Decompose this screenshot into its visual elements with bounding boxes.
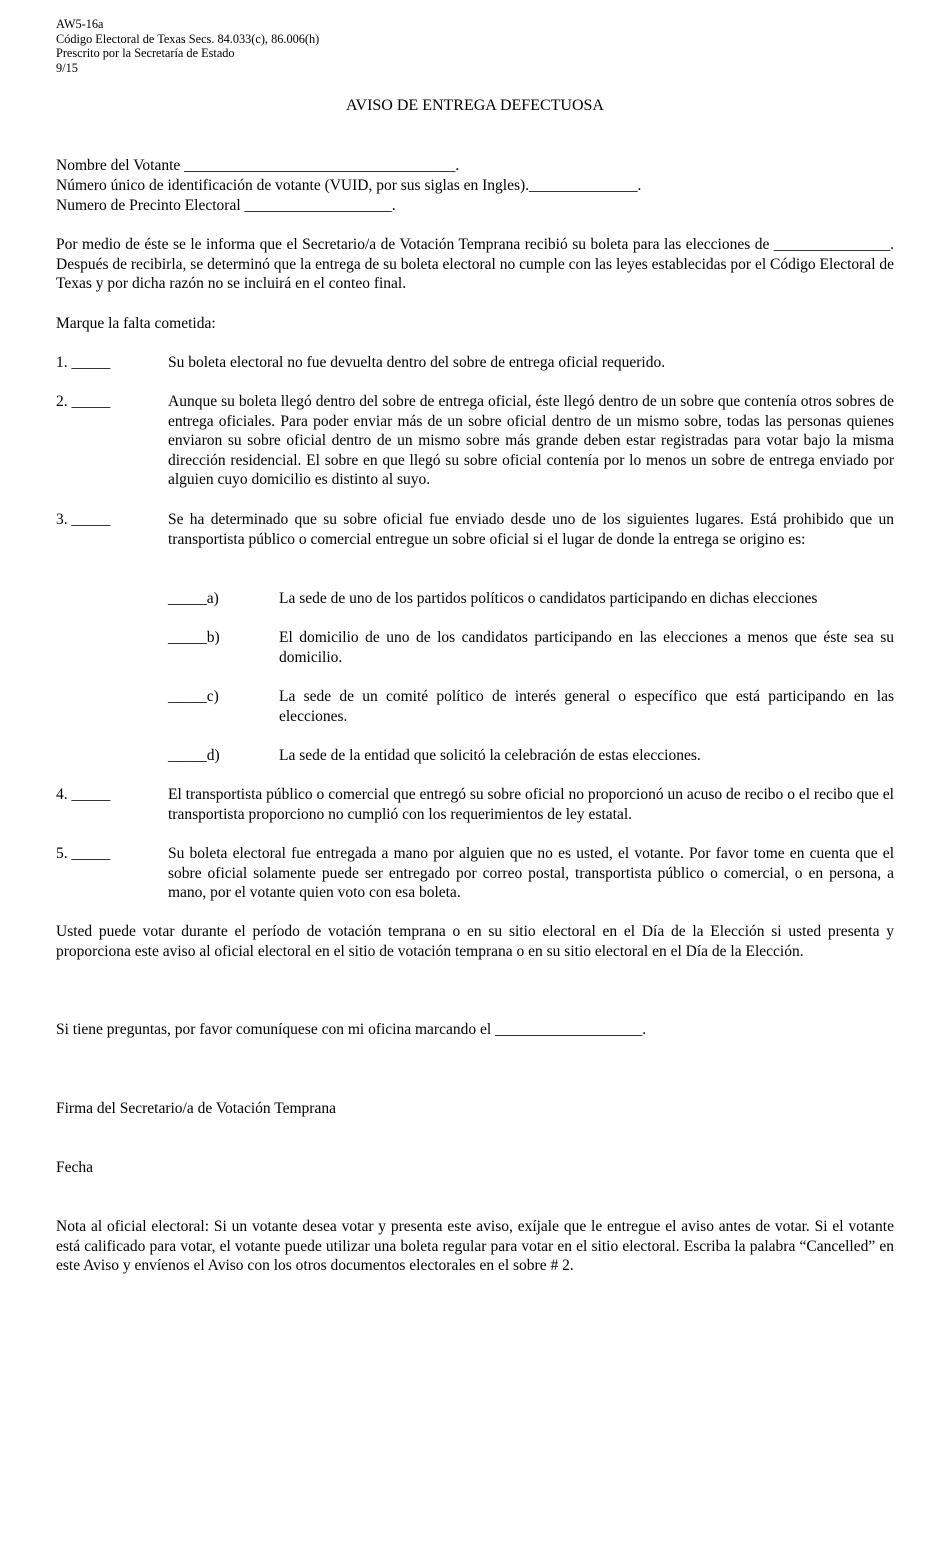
subitem-a-label: _____a) xyxy=(168,590,219,607)
subitem-c-label: _____c) xyxy=(168,688,219,705)
item-5-number: 5. _____ xyxy=(56,845,111,862)
signature-label: Firma del Secretario/a de Votación Temprana xyxy=(56,1100,336,1117)
intro-paragraph: Por medio de éste se le informa que el Secretario/a de Votación Temprana recibió su boleta para las elecciones de _______________. Después de recibirla, se determinó que la entrega de su boleta electoral no cumple con las leyes establecidas por el Código Electoral de Texas y por dicha razón no se incluirá en el conteo final. xyxy=(56,236,894,293)
item-3-text: Se ha determinado que su sobre oficial fue enviado desde uno de los siguientes lugares. Está prohibido que un transportista público o comercial entregue un sobre oficial si el lugar de donde la entrega se origino es: xyxy=(168,511,894,548)
instruction-text: Marque la falta cometida: xyxy=(56,315,216,332)
voter-name-field: Nombre del Votante ___________________________________. xyxy=(56,157,460,174)
subitem-b-text: El domicilio de uno de los candidatos participando en las elecciones a menos que éste sea su domicilio. xyxy=(279,629,894,666)
subitem-d-label: _____d) xyxy=(168,747,220,764)
code-reference: Código Electoral de Texas Secs. 84.033(c), 86.006(h) xyxy=(56,31,320,46)
item-4-text: El transportista público o comercial que entregó su sobre oficial no proporcionó un acuso de recibo o el recibo que el transportista proporciono no cumplió con los requerimientos de ley estatal. xyxy=(168,786,894,823)
item-3-number: 3. _____ xyxy=(56,511,111,528)
form-date: 9/15 xyxy=(56,60,78,75)
subitem-b-label: _____b) xyxy=(168,629,220,646)
contact-line: Si tiene preguntas, por favor comuníquese con mi oficina marcando el ___________________. xyxy=(56,1021,647,1038)
item-4-number: 4. _____ xyxy=(56,786,111,803)
form-id: AW5-16a xyxy=(56,17,104,31)
item-2-text: Aunque su boleta llegó dentro del sobre de entrega oficial, éste llegó dentro de un sobre que contenía otros sobres de entrega oficiales. Para poder enviar más de un sobre oficial dentro de un mismo sobre, todas las personas quienes enviaron su sobre oficial dentro de un mismo sobre más grande deben estar registradas para votar bajo la misma dirección residencial. El sobre en que llegó su sobre oficial contenía por lo menos un sobre de entrega enviado por alguien cuyo domicilio es distinto al suyo. xyxy=(168,393,894,489)
voting-note-paragraph: Usted puede votar durante el período de votación temprana o en su sitio electoral en el Día de la Elección si usted presenta y proporciona este aviso al oficial electoral en el sitio de votación temprana o en su sitio electoral en el Día de la Elección. xyxy=(56,923,894,960)
item-1-text: Su boleta electoral no fue devuelta dentro del sobre de entrega oficial requerido. xyxy=(168,354,666,371)
prescribed-by: Prescrito por la Secretaría de Estado xyxy=(56,46,235,60)
date-label: Fecha xyxy=(56,1159,94,1176)
subitem-a-text: La sede de uno de los partidos políticos o candidatos participando en dichas elecciones xyxy=(279,590,818,607)
vuid-field: Número único de identificación de votante (VUID, por sus siglas en Ingles).______________. xyxy=(56,177,642,194)
item-5-text: Su boleta electoral fue entregada a mano por alguien que no es usted, el votante. Por favor tome en cuenta que el sobre oficial solamente puede ser entregado por correo postal, transportista público o comercial, o en persona, a mano, por el votante quien voto con esa boleta. xyxy=(168,845,894,902)
page-title: AVISO DE ENTREGA DEFECTUOSA xyxy=(346,97,604,114)
subitem-c-text: La sede de un comité político de interés general o específico que está participando en las elecciones. xyxy=(279,688,894,725)
official-note-paragraph: Nota al oficial electoral: Si un votante desea votar y presenta este aviso, exíjale que le entregue el aviso antes de votar. Si el votante está calificado para votar, el votante puede utilizar una boleta regular para votar en el sitio electoral. Escriba la palabra “Cancelled” en este Aviso y envíenos el Aviso con los otros documentos electorales en el sobre # 2. xyxy=(56,1218,894,1275)
item-1-number: 1. _____ xyxy=(56,354,111,371)
subitem-d-text: La sede de la entidad que solicitó la celebración de estas elecciones. xyxy=(279,747,701,764)
form-header xyxy=(56,17,319,75)
precinct-field: Numero de Precinto Electoral ___________________. xyxy=(56,197,396,214)
item-2-number: 2. _____ xyxy=(56,393,111,410)
